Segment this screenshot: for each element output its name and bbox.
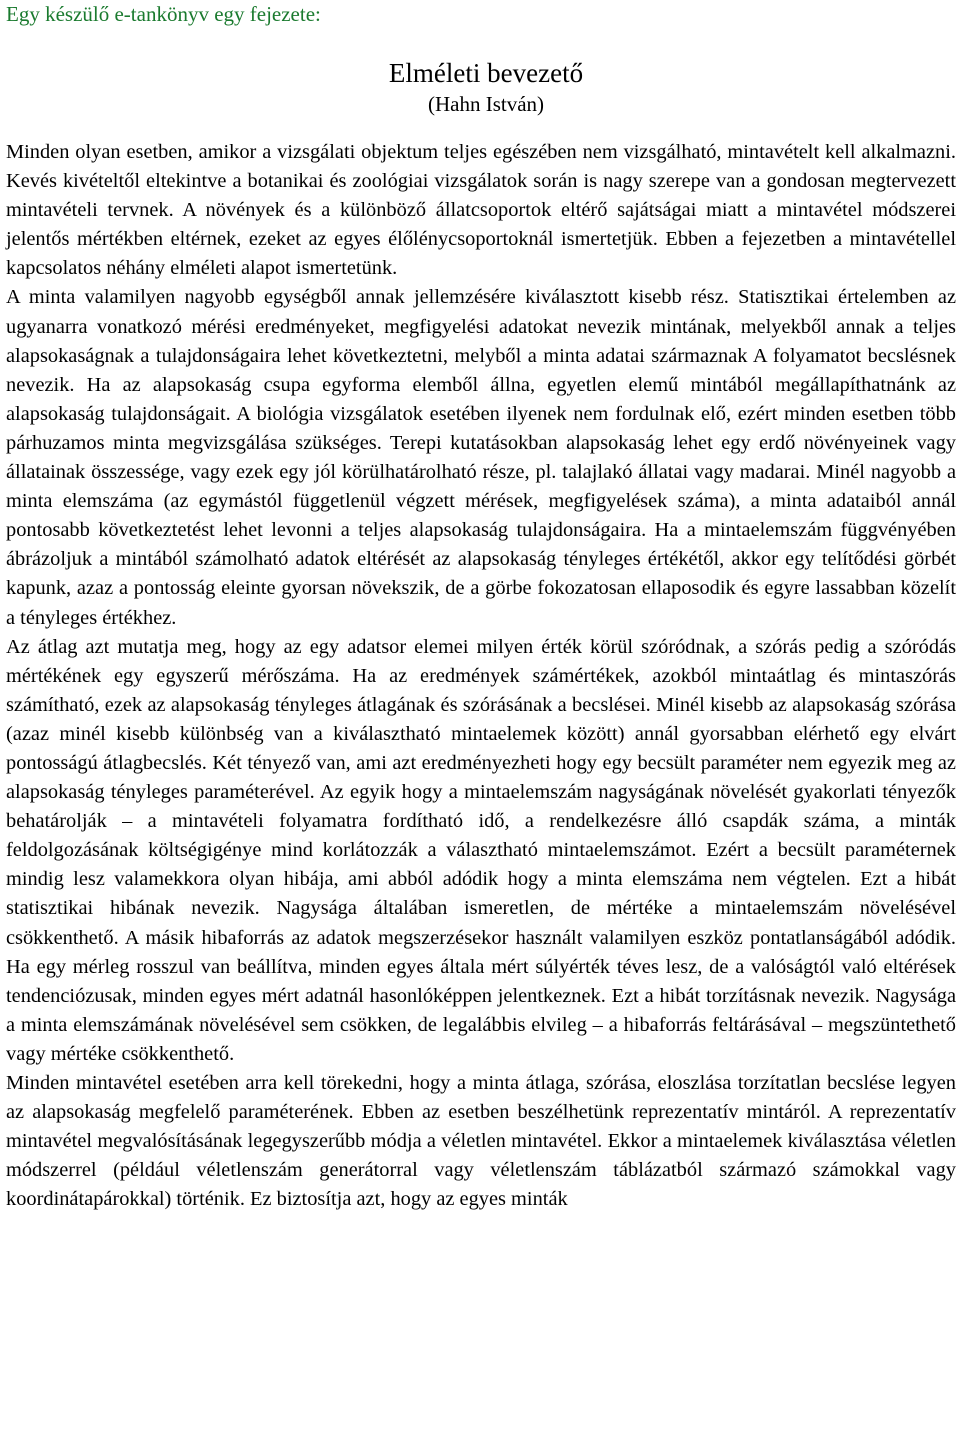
body-text [6,138,956,1214]
page-title: Elméleti bevezető [388,58,584,88]
paragraph-mean-deviation: Az átlag azt mutatja meg, hogy az egy adatsor elemei milyen érték körül szóródnak, a szórás pedig a szóródás mértékének egy egyszerű mérőszáma. Ha az eredmények számértékek, azokból mintaátlag és mintaszórás számítható, ezek az alapsokaság tényleges átlagának és szórásának a becslései. Minél kisebb az alapsokaság szórása (azaz minél kisebb különbség van a kiválasztható mintaelemek között) annál gyorsabban elérhető egy elvárt pontosságú átlagbecslés. Két tényező van, ami azt eredményezheti hogy egy becsült paraméter nem egyezik meg az alapsokaság tényleges paraméterével. Az egyik hogy a mintaelemszám nagyságának növelését gyakorlati tényezők behatárolják – a mintavételi folyamatra fordítható idő, a rendelkezésre álló csapdák száma, a minták feldolgozásának költségigénye mind korlátozzák a választható mintaelemszámot. Ezért a becsült paraméternek mindig lesz valamekkora olyan hibája, ami abból adódik hogy a minta elemszáma nem végtelen. Ezt a hibát statisztikai hibának nevezik. Nagysága általában ismeretlen, de mértéke a mintaelemszám növelésével csökkenthető. A másik hibaforrás az adatok megszerzésekor használt valamilyen eszköz pontatlanságából adódik. Ha egy mérleg rosszul van beállítva, minden egyes általa mért súlyérték téves lesz, de a valóságtól való eltérések tendenciózusak, minden egyes mért adatnál hasonlóképpen jelentkeznek. Ezt a hibát torzításnak nevezik. Nagysága a minta elemszámának növelésével sem csökken, de legalábbis elvileg – a hibaforrás feltárásával – megszüntethető vagy mértéke csökkenthető. [6,635,956,1065]
paragraph-representative-sample: Minden mintavétel esetében arra kell törekedni, hogy a minta átlaga, szórása, eloszlása torzítatlan becslése legyen az alapsokaság megfelelő paraméterének. Ebben az esetben beszélhetünk reprezentatív mintáról. A reprezentatív mintavétel megvalósításának legegyszerűbb módja a véletlen mintavétel. Ekkor a mintaelemek kiválasztása véletlen módszerrel (például véletlenszám generátorral vagy véletlenszám táblázatból származó számokkal vagy koordinátapárokkal) történik. Ez biztosítja azt, hogy az egyes minták [6,1072,956,1211]
chapter-note: Egy készülő e-tankönyv egy fejezete: [6,2,321,26]
paragraph-intro: Minden olyan esetben, amikor a vizsgálati objektum teljes egészében nem vizsgálható, mintavételt kell alkalmazni. Kevés kivételtől eltekintve a botanikai és zoológiai vizsgálatok során is nagy szerepe van a gondosan megtervezett mintavételi tervnek. A növények és a különböző állatcsoportok eltérő sajátságai miatt a mintavétel módszerei jelentős mértékben eltérnek, ezeket az egyes élőlénycsoportoknál ismertetjük. Ebben a fejezetben a mintavétellel kapcsolatos néhány elméleti alapot ismertetünk. [6,141,956,280]
paragraph-sample-definition: A minta valamilyen nagyobb egységből annak jellemzésére kiválasztott kisebb rész. Statisztikai értelemben az ugyanarra vonatkozó mérési eredményeket, megfigyelési adatokat nevezik mintának, melyekből annak a teljes alapsokaságnak a tulajdonságaira lehet következtetni, melyből a minta adatai származnak A folyamatot becslésnek nevezik. Ha az alapsokaság csupa egyforma elemből állna, egyetlen elemű mintából megállapíthatnánk az alapsokaság tulajdonságait. A biológia vizsgálatok esetében ilyenek nem fordulnak elő, ezért minden esetben több párhuzamos minta megvizsgálása szükséges. Terepi kutatásokban alapsokaság lehet egy erdő növényeinek vagy állatainak összessége, vagy ezek egy jól körülhatárolható része, pl. talajlakó állatai vagy madarai. Minél nagyobb a minta elemszáma (az egymástól függetlenül végzett mérések, megfigyelések száma), a minta adataiból annál pontosabb következtetést lehet levonni a teljes alapsokaság tulajdonságaira. Ha a mintaelemszám függvényében ábrázoljuk a mintából számolható adatok eltérését az alapsokaság tényleges értékétől, akkor egy telítődési görbét kapunk, azaz a pontosság eleinte gyorsan növekszik, de a görbe fokozatosan ellaposodik és egyre lassabban közelít a tényleges értékhez. [6,286,956,629]
author-line: (Hahn István) [427,92,545,116]
